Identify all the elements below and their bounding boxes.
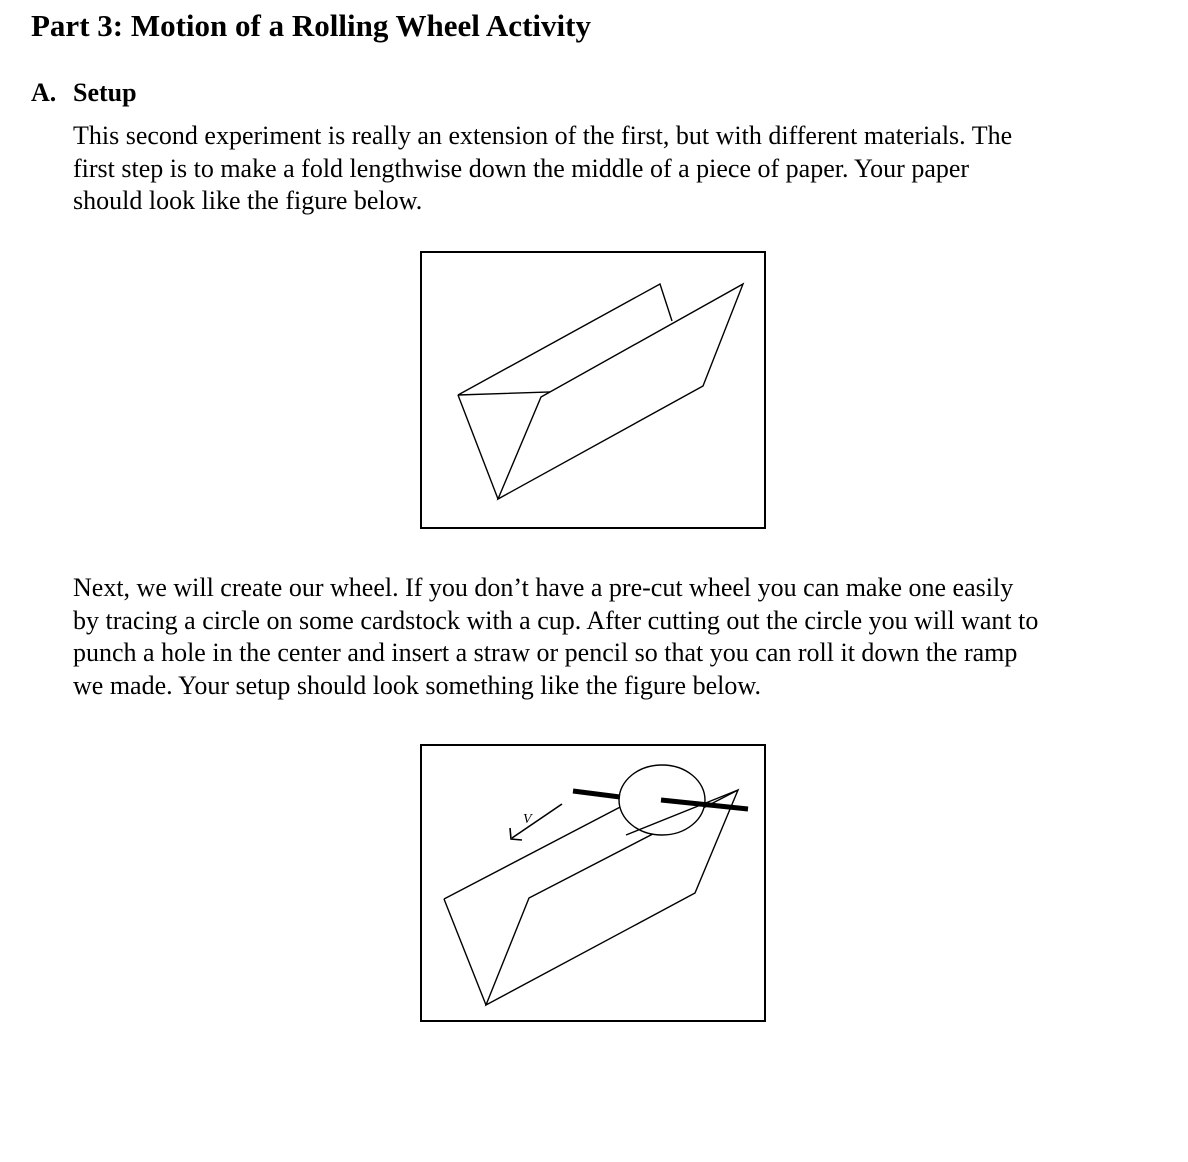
figure-folded-paper [420, 251, 766, 529]
paper-front-half [498, 284, 743, 499]
page-title: Part 3: Motion of a Rolling Wheel Activity [31, 8, 591, 43]
paragraph-setup-intro [73, 120, 1012, 218]
paragraph-line: first step is to make a fold lengthwise down the middle of a piece of paper. Your paper [73, 153, 970, 183]
axle-left [573, 791, 620, 797]
paragraph-line: punch a hole in the center and insert a straw or pencil so that you can roll it down the ramp [73, 638, 1018, 667]
section-heading-text: Setup [73, 78, 137, 107]
paragraph-line: Next, we will create our wheel. If you don’t have a pre-cut wheel you can make one easily [73, 573, 1014, 602]
velocity-label: V [523, 812, 532, 827]
paragraph-line: should look like the figure below. [73, 186, 423, 215]
section-heading [31, 77, 137, 109]
paper-fold-edge [444, 899, 486, 1005]
paragraph-line: This second experiment is really an extension of the first, but with different materials. The [73, 121, 1013, 150]
figure-wheel-on-ramp [420, 744, 766, 1022]
paragraph-wheel-instructions [73, 572, 1038, 702]
paragraph-line: by tracing a circle on some cardstock with a cup. After cutting out the circle you will want to [73, 605, 1039, 635]
wheel-ramp-drawing [422, 746, 764, 1020]
paper-fold-edge [458, 395, 498, 499]
folded-paper-drawing [422, 253, 764, 527]
paragraph-line: we made. Your setup should look something like the figure below. [73, 670, 761, 700]
velocity-arrow [510, 804, 562, 840]
section-letter: A. [31, 78, 57, 107]
